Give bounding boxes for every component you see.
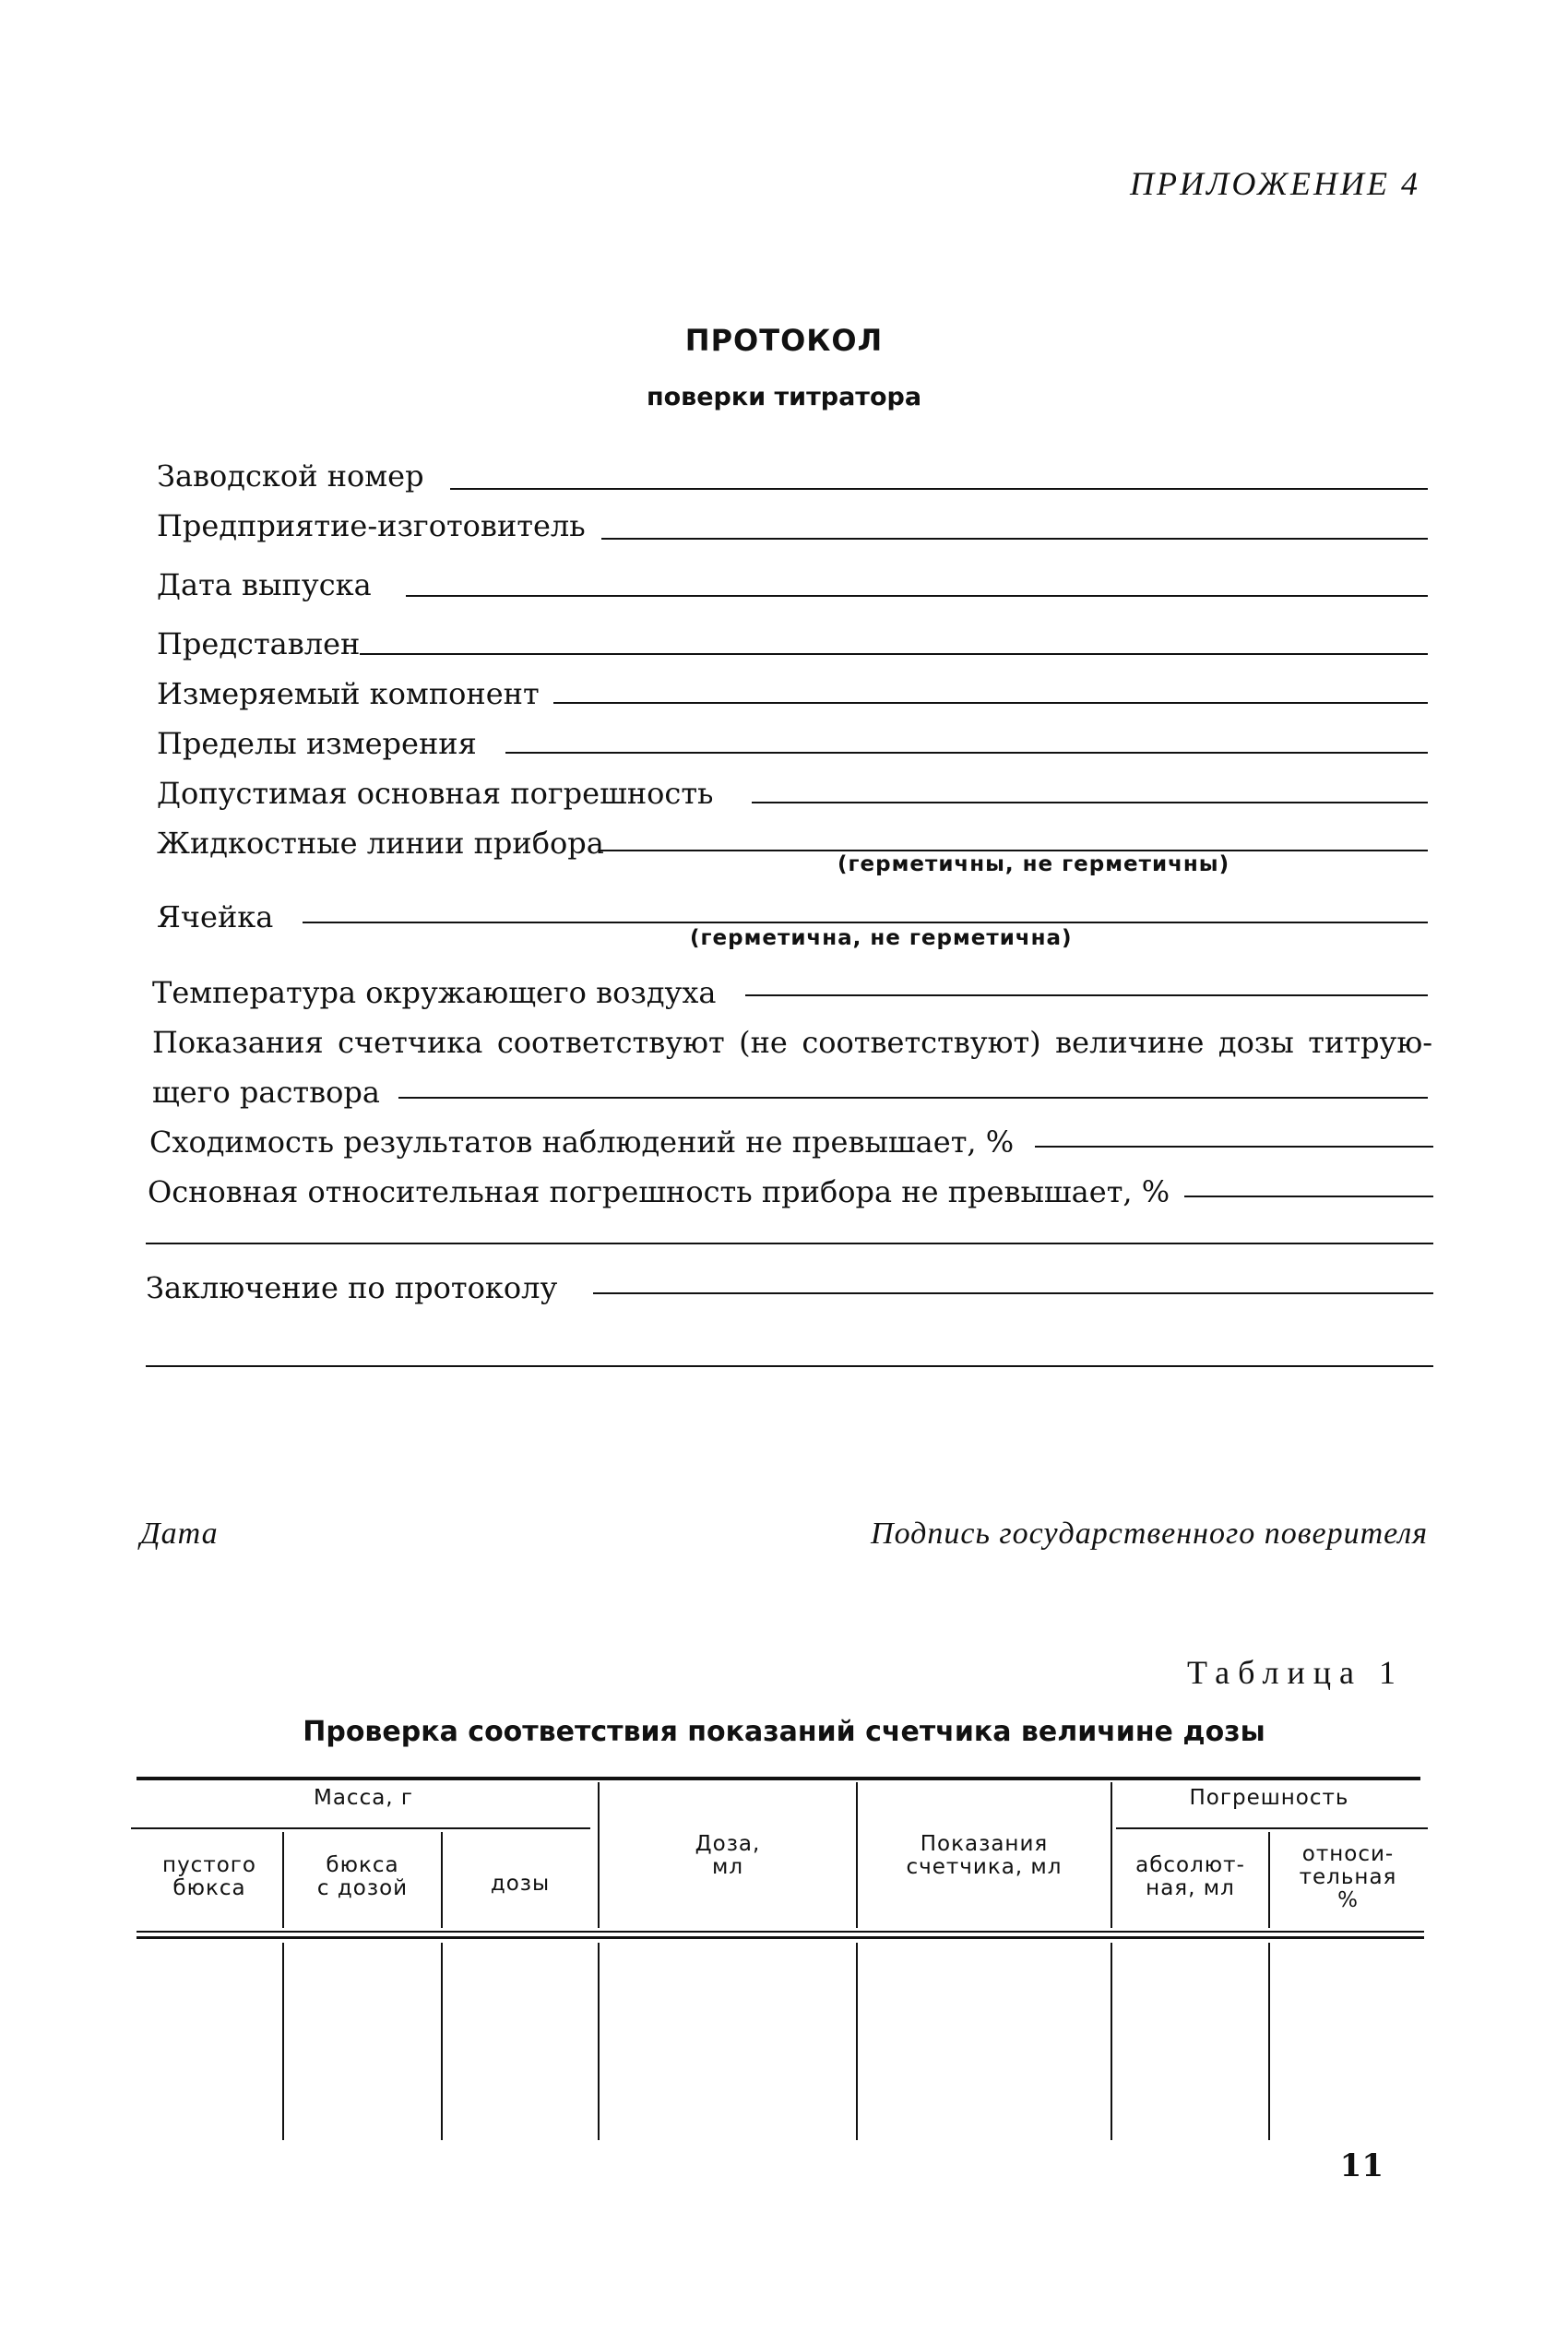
field-cell-line	[303, 922, 1428, 923]
table-header-relative	[1270, 1843, 1426, 1912]
appendix-label: ПРИЛОЖЕНИЕ 4	[1130, 165, 1420, 202]
table-top-rule	[137, 1777, 1420, 1780]
field-allowable-error-line	[752, 802, 1428, 803]
table-error-underline	[1116, 1827, 1428, 1829]
field-serial-number-line	[450, 488, 1428, 490]
field-relative-error-label: Основная относительная погрешность прибора не превышает, %	[148, 1174, 1170, 1209]
document-title: ПРОТОКОЛ	[684, 323, 884, 358]
table-header-absolute	[1112, 1854, 1268, 1900]
table-header-dose-mass: дозы	[490, 1872, 551, 1896]
table-header-dose	[600, 1833, 856, 1879]
field-cell-label: Ячейка	[157, 899, 274, 934]
field-convergence-label: Сходимость результатов наблюдений не превышает, %	[149, 1124, 1015, 1160]
field-conclusion-line	[593, 1292, 1433, 1294]
blank-line-2	[146, 1365, 1433, 1367]
table-col-line-3-body	[598, 1943, 600, 2140]
table-label: Таблица 1	[1187, 1654, 1404, 1691]
field-submitted-by-line	[360, 653, 1428, 655]
field-manufacturer-label: Предприятие-изготовитель	[157, 508, 586, 543]
table-col-line-4-body	[856, 1943, 858, 2140]
document-subtitle: поверки титратора	[646, 383, 922, 411]
field-cell-hint: (герметична, не герметична)	[690, 926, 1073, 950]
table-header-empty-box	[137, 1854, 282, 1900]
signature-verifier-label: Подпись государственного поверителя	[871, 1517, 1428, 1551]
table-header-box-with-dose-line2: с дозой	[316, 1876, 409, 1900]
table-header-absolute-line1: абсолют-	[1135, 1853, 1245, 1877]
field-manufacturer-line	[601, 538, 1428, 540]
field-counter-line2-label: щего раствора	[152, 1075, 380, 1110]
table-header-mass: Масса, г	[313, 1786, 414, 1810]
table-header-relative-line3: %	[1337, 1888, 1359, 1912]
table-header-rule-2	[137, 1936, 1424, 1939]
field-release-date-line	[406, 595, 1428, 597]
table-header-empty-box-line1: пустого	[162, 1853, 256, 1877]
table-caption: Проверка соответствия показаний счетчика величине дозы	[303, 1716, 1265, 1748]
field-convergence-line	[1035, 1146, 1433, 1148]
table-header-relative-line2: тельная	[1299, 1865, 1397, 1889]
field-measurement-range-line	[505, 752, 1428, 754]
table-col-line-2-body	[441, 1943, 443, 2140]
field-ambient-temperature-label: Температура окружающего воздуха	[152, 975, 717, 1010]
field-measured-component-line	[553, 702, 1428, 704]
field-measurement-range-label: Пределы измерения	[157, 726, 477, 761]
table-col-line-1-body	[282, 1943, 284, 2140]
field-relative-error-line	[1184, 1196, 1433, 1197]
table-mass-underline	[131, 1827, 590, 1829]
field-counter-line	[398, 1097, 1428, 1099]
field-liquid-lines-line	[598, 850, 1428, 851]
table-col-line-5-body	[1111, 1943, 1112, 2140]
table-col-line-6-body	[1268, 1943, 1270, 2140]
field-ambient-temperature-line	[745, 994, 1428, 996]
field-allowable-error-label: Допустимая основная погрешность	[157, 776, 714, 811]
table-header-empty-box-line2: бюкса	[172, 1876, 246, 1900]
table-header-box-with-dose	[284, 1854, 441, 1900]
table-header-counter-line1: Показания	[920, 1832, 1049, 1856]
table-header-dose-line1: Доза,	[695, 1832, 761, 1856]
field-liquid-lines-label: Жидкостные линии прибора	[157, 826, 604, 861]
field-conclusion-label: Заключение по протоколу	[146, 1270, 558, 1305]
signature-date-label: Дата	[140, 1517, 219, 1551]
field-serial-number-label: Заводской номер	[157, 458, 424, 494]
field-measured-component-label: Измеряемый компонент	[157, 676, 540, 711]
table-header-counter-line2: счетчика, мл	[906, 1855, 1063, 1879]
field-liquid-lines-hint: (герметичны, не герметичны)	[837, 852, 1230, 876]
table-header-rule-1	[137, 1931, 1424, 1933]
field-counter-line1-label: Показания счетчика соответствуют (не соответствуют) величине дозы титрую-	[152, 1025, 1432, 1060]
field-submitted-by-label: Представлен	[157, 626, 361, 661]
page-number: 11	[1339, 2148, 1384, 2184]
table-header-absolute-line2: ная, мл	[1146, 1876, 1235, 1900]
table-header-relative-line1: относи-	[1301, 1842, 1395, 1866]
blank-line-1	[146, 1243, 1433, 1244]
table-header-error: Погрешность	[1189, 1786, 1349, 1810]
table-header-box-with-dose-line1: бюкса	[326, 1853, 399, 1877]
table-header-dose-line2: мл	[711, 1855, 744, 1879]
table-header-counter	[858, 1833, 1111, 1879]
field-release-date-label: Дата выпуска	[157, 567, 372, 602]
